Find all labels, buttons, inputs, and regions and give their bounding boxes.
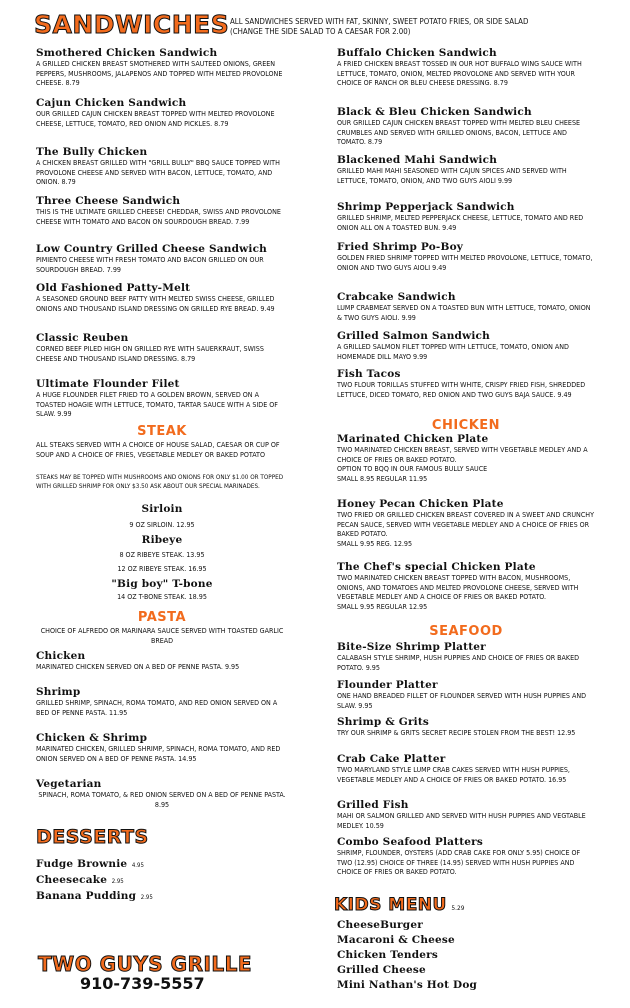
kids-item: Mini Nathan's Hot Dog (337, 979, 478, 991)
item-name: Fried Shrimp Po-Boy (337, 241, 464, 253)
seafood-item-3 (337, 716, 595, 738)
item-name: Ultimate Flounder Filet (36, 378, 180, 390)
kids-menu-price: 5.29 (451, 904, 465, 912)
item-name: Crabcake Sandwich (337, 291, 456, 303)
item-name: Combo Seafood Platters (337, 836, 483, 848)
pasta-item-1 (36, 650, 288, 672)
dessert-item-3 (36, 884, 153, 903)
item-desc: PIMIENTO CHEESE WITH FRESH TOMATO AND BACON GRILLED ON OUR SOURDOUGH BREAD. 7.99 (36, 255, 264, 274)
item-name: Flounder Platter (337, 679, 438, 691)
sandwich-left-8 (36, 378, 288, 419)
chicken-item-1 (337, 433, 595, 483)
steak-note: STEAKS MAY BE TOPPED WITH MUSHROOMS AND ONIONS FOR ONLY $1.00 OR TOPPED WITH GRILLED SHRIMP FOR ONLY $3.50 ASK ABOUT OUR SPECIAL MARINADES. (36, 474, 284, 490)
sandwich-right-7 (337, 330, 595, 361)
item-desc: GRILLED MAHI MAHI SEASONED WITH CAJUN SPICES AND SERVED WITH LETTUCE, TOMATO, ONION, AND TWO GUYS AIOLI 9.99 (337, 166, 567, 185)
item-name: Shrimp Pepperjack Sandwich (337, 201, 515, 213)
phone-number[interactable]: 910-739-5557 (80, 974, 205, 993)
item-name: The Bully Chicken (36, 146, 148, 158)
item-price: SMALL 8.95 REGULAR 11.95 (337, 473, 428, 483)
kids-menu-header (334, 895, 464, 915)
item-desc: MARINATED CHICKEN SERVED ON A BED OF PENNE PASTA. 9.95 (36, 662, 240, 671)
seafood-item-5 (337, 799, 595, 830)
item-price: SMALL 9.95 REGULAR 12.95 (337, 601, 428, 611)
steak-intro: ALL STEAKS SERVED WITH A CHOICE OF HOUSE SALAD, CAESAR OR CUP OF SOUP AND A CHOICE OF FRIES, VEGETABLE MEDLEY OR BAKED POTATO (36, 440, 280, 459)
sirloin-price: 9 OZ SIRLOIN. 12.95 (129, 520, 195, 529)
sandwich-right-6 (337, 291, 595, 322)
item-desc: TWO MARINATED CHICKEN BREAST TOPPED WITH BACON, MUSHROOMS, ONIONS, AND TOMATOES AND MELTED PROVOLONE CHEESE, SERVED WITH VEGETABLE MEDLEY AND A CHOICE OF FRIES OR BAKED POTATO. (337, 573, 579, 602)
item-name: Banana Pudding (36, 890, 137, 902)
item-desc: A GRILLED SALMON FILET TOPPED WITH LETTUCE, TOMATO, ONION AND HOMEMADE DILL MAYO 9.99 (337, 342, 569, 361)
kids-item: CheeseBurger (337, 919, 423, 931)
item-name: Blackened Mahi Sandwich (337, 154, 498, 166)
item-desc: CORNED BEEF PILED HIGH ON GRILLED RYE WITH SAUERKRAUT, SWISS CHEESE AND THOUSAND ISLAND DRESSING. 8.79 (36, 344, 264, 363)
sandwiches-intro: ALL SANDWICHES SERVED WITH FAT, SKINNY, SWEET POTATO FRIES, OR SIDE SALAD (CHANGE THE SIDE SALAD TO A CAESAR FOR 2.00) (230, 17, 529, 36)
ribeye-price-2: 12 OZ RIBEYE STEAK. 16.95 (117, 564, 207, 573)
item-name: Vegetarian (36, 778, 102, 790)
chicken-item-3 (337, 561, 595, 611)
item-desc: A HUGE FLOUNDER FILET FRIED TO A GOLDEN BROWN, SERVED ON A TOASTED HOAGIE WITH LETTUCE, TOMATO, TARTAR SAUCE WITH A SIDE OF SLAW. 9.99 (36, 390, 278, 419)
sandwich-right-8 (337, 368, 595, 399)
item-name: Marinated Chicken Plate (337, 433, 489, 445)
sandwich-left-5 (36, 243, 292, 274)
sandwich-left-1 (36, 47, 288, 88)
tbone-name: "Big boy" T-bone (111, 578, 213, 590)
item-desc: CALABASH STYLE SHRIMP, HUSH PUPPIES AND CHOICE OF FRIES OR BAKED POTATO. 9.95 (337, 653, 580, 672)
item-desc: GRILLED SHRIMP, MELTED PEPPERJACK CHEESE, LETTUCE, TOMATO AND RED ONION ALL ON A TOASTED BUN. 9.49 (337, 213, 584, 232)
ribeye-name: Ribeye (141, 534, 183, 546)
item-name: Grilled Fish (337, 799, 409, 811)
item-name: Old Fashioned Patty-Melt (36, 282, 191, 294)
item-desc: LUMP CRABMEAT SERVED ON A TOASTED BUN WITH LETTUCE, TOMATO, ONION & TWO GUYS AIOLI. 9.99 (337, 303, 591, 322)
item-desc: TWO MARINATED CHICKEN BREAST, SERVED WITH VEGETABLE MEDLEY AND A CHOICE OF FRIES OR BAKED POTATO. (337, 445, 588, 464)
desserts-title: DESSERTS (36, 826, 149, 848)
item-name: Fudge Brownie (36, 858, 128, 870)
sandwich-right-4 (337, 201, 595, 232)
sandwich-left-2 (36, 97, 288, 128)
kids-item: Macaroni & Cheese (337, 934, 455, 946)
sandwich-left-3 (36, 146, 288, 187)
item-name: Crab Cake Platter (337, 753, 446, 765)
item-name: Shrimp & Grits (337, 716, 430, 728)
pasta-item-veg (36, 778, 288, 809)
chicken-title: CHICKEN (431, 418, 501, 433)
pasta-intro: CHOICE OF ALFREDO OR MARINARA SAUCE SERVED WITH TOASTED GARLIC BREAD (40, 626, 284, 645)
item-name: Buffalo Chicken Sandwich (337, 47, 497, 59)
item-price: SMALL 9.95 REG. 12.95 (337, 538, 413, 548)
item-desc: OUR GRILLED CAJUN CHICKEN BREAST TOPPED WITH MELTED PROVOLONE CHEESE, LETTUCE, TOMATO, RED ONION AND PICKLES. 8.79 (36, 109, 275, 128)
item-name: The Chef's special Chicken Plate (337, 561, 536, 573)
item-name: Low Country Grilled Cheese Sandwich (36, 243, 268, 255)
restaurant-name: TWO GUYS GRILLE (38, 952, 253, 976)
item-desc: SPINACH, ROMA TOMATO, & RED ONION SERVED ON A BED OF PENNE PASTA. 8.95 (38, 790, 286, 809)
item-desc: TWO MARYLAND STYLE LUMP CRAB CAKES SERVED WITH HUSH PUPPIES, VEGETABLE MEDLEY AND A CHOICE OF FRIES OR BAKED POTATO. 16.95 (337, 765, 570, 784)
steak-title: STEAK (137, 424, 187, 439)
item-name: Classic Reuben (36, 332, 129, 344)
item-desc: A FRIED CHICKEN BREAST TOSSED IN OUR HOT BUFFALO WING SAUCE WITH LETTUCE, TOMATO, ONION, MELTED PROVOLONE AND SERVED WITH YOUR CHOICE OF RANCH OR BLEU CHEESE DRESSING. 8.79 (337, 59, 582, 88)
sandwiches-title: SANDWICHES (34, 10, 230, 39)
item-desc: A SEASONED GROUND BEEF PATTY WITH MELTED SWISS CHEESE, GRILLED ONIONS AND THOUSAND ISLAND DRESSING ON GRILLED RYE BREAD. 9.49 (36, 294, 275, 313)
item-desc: MARINATED CHICKEN, GRILLED SHRIMP, SPINACH, ROMA TOMATO, AND RED ONION SERVED ON A BED OF PENNE PASTA. 14.95 (36, 744, 281, 763)
sandwich-right-1 (337, 47, 595, 88)
item-name: Chicken (36, 650, 86, 662)
sandwich-left-6 (36, 282, 288, 313)
seafood-item-2 (337, 679, 595, 710)
item-name: Bite-Size Shrimp Platter (337, 641, 486, 653)
item-desc: A CHICKEN BREAST GRILLED WITH "GRILL BULLY" BBQ SAUCE TOPPED WITH PROVOLONE CHEESE AND SERVED WITH BACON, LETTUCE, TOMATO, AND ONION. 8.79 (36, 158, 280, 187)
sandwich-left-7 (36, 332, 288, 363)
item-desc: TWO FRIED OR GRILLED CHICKEN BREAST COVERED IN A SWEET AND CRUNCHY PECAN SAUCE, SERVED WITH VEGETABLE MEDLEY AND A CHOICE OF FRIES OR BAKED POTATO. (337, 510, 594, 539)
ribeye-price-1: 8 OZ RIBEYE STEAK. 13.95 (119, 550, 205, 559)
sandwich-left-4 (36, 195, 288, 226)
item-name: Shrimp (36, 686, 81, 698)
item-price: 2.95 (111, 878, 124, 885)
item-name: Smothered Chicken Sandwich (36, 47, 218, 59)
kids-menu-title: KIDS MENU (334, 895, 447, 915)
chicken-item-2 (337, 498, 595, 548)
item-name: Grilled Salmon Sandwich (337, 330, 490, 342)
item-desc: OUR GRILLED CAJUN CHICKEN BREAST TOPPED WITH MELTED BLEU CHEESE CRUMBLES AND SERVED WITH GRILLED ONIONS, BACON, LETTUCE AND TOMATO. 8.79 (337, 118, 581, 147)
item-name: Fish Tacos (337, 368, 401, 380)
item-name: Black & Bleu Chicken Sandwich (337, 106, 532, 118)
item-name: Honey Pecan Chicken Plate (337, 498, 504, 510)
item-desc: TWO FLOUR TORILLAS STUFFED WITH WHITE, CRISPY FRIED FISH, SHREDDED LETTUCE, DICED TOMATO, RED ONION AND TWO GUYS BAJA SAUCE. 9.49 (337, 380, 586, 399)
pasta-item-2 (36, 686, 288, 717)
tbone-price: 14 OZ T-BONE STEAK. 18.95 (117, 592, 207, 601)
item-desc: GOLDEN FRIED SHRIMP TOPPED WITH MELTED PROVOLONE, LETTUCE, TOMATO, ONION AND TWO GUYS AIOLI 9.49 (337, 253, 593, 272)
seafood-item-1 (337, 641, 595, 672)
sandwich-right-3 (337, 154, 595, 185)
seafood-title: SEAFOOD (429, 624, 503, 639)
item-desc: TRY OUR SHRIMP & GRITS SECRET RECIPE STOLEN FROM THE BEST! 12.95 (337, 728, 576, 737)
item-desc: SHRIMP, FLOUNDER, OYSTERS (ADD CRAB CAKE FOR ONLY 5.95) CHOICE OF TWO (12.95) CHOICE OF THREE (14.95) SERVED WITH HUSH PUPPIES AND CHOICE OF FRIES OR BAKED POTATO. (337, 848, 581, 877)
item-name: Cheesecake (36, 874, 108, 886)
sandwich-right-2 (337, 106, 595, 147)
seafood-item-4 (337, 753, 595, 784)
kids-menu-list (337, 918, 537, 993)
item-name: Chicken & Shrimp (36, 732, 148, 744)
item-desc: ONE HAND BREADED FILLET OF FLOUNDER SERVED WITH HUSH PUPPIES AND SLAW. 9.95 (337, 691, 587, 710)
pasta-item-3 (36, 732, 288, 763)
seafood-item-6 (337, 836, 595, 877)
sandwich-right-5 (337, 241, 595, 272)
item-desc: THIS IS THE ULTIMATE GRILLED CHEESE! CHEDDAR, SWISS AND PROVOLONE CHEESE WITH TOMATO AND BACON ON SOURDOUGH BREAD. 7.99 (36, 207, 281, 226)
item-name: Three Cheese Sandwich (36, 195, 181, 207)
sirloin-name: Sirloin (141, 503, 183, 515)
item-desc: A GRILLED CHICKEN BREAST SMOTHERED WITH SAUTEED ONIONS, GREEN PEPPERS, MUSHROOMS, JALAPENOS AND TOPPED WITH MELTED PROVOLONE CHEESE. 8.79 (36, 59, 283, 88)
item-price: 2.95 (140, 894, 153, 901)
kids-item: Chicken Tenders (337, 949, 439, 961)
pasta-title: PASTA (137, 610, 187, 625)
kids-item: Grilled Cheese (337, 964, 426, 976)
item-desc: GRILLED SHRIMP, SPINACH, ROMA TOMATO, AND RED ONION SERVED ON A BED OF PENNE PASTA. 11.95 (36, 698, 278, 717)
item-name: Cajun Chicken Sandwich (36, 97, 187, 109)
item-option: OPTION TO BQQ IN OUR FAMOUS BULLY SAUCE (337, 464, 488, 474)
item-desc: MAHI OR SALMON GRILLED AND SERVED WITH HUSH PUPPIES AND VEGTABLE MEDLEY. 10.59 (337, 811, 586, 830)
item-price: 4.95 (131, 862, 144, 869)
